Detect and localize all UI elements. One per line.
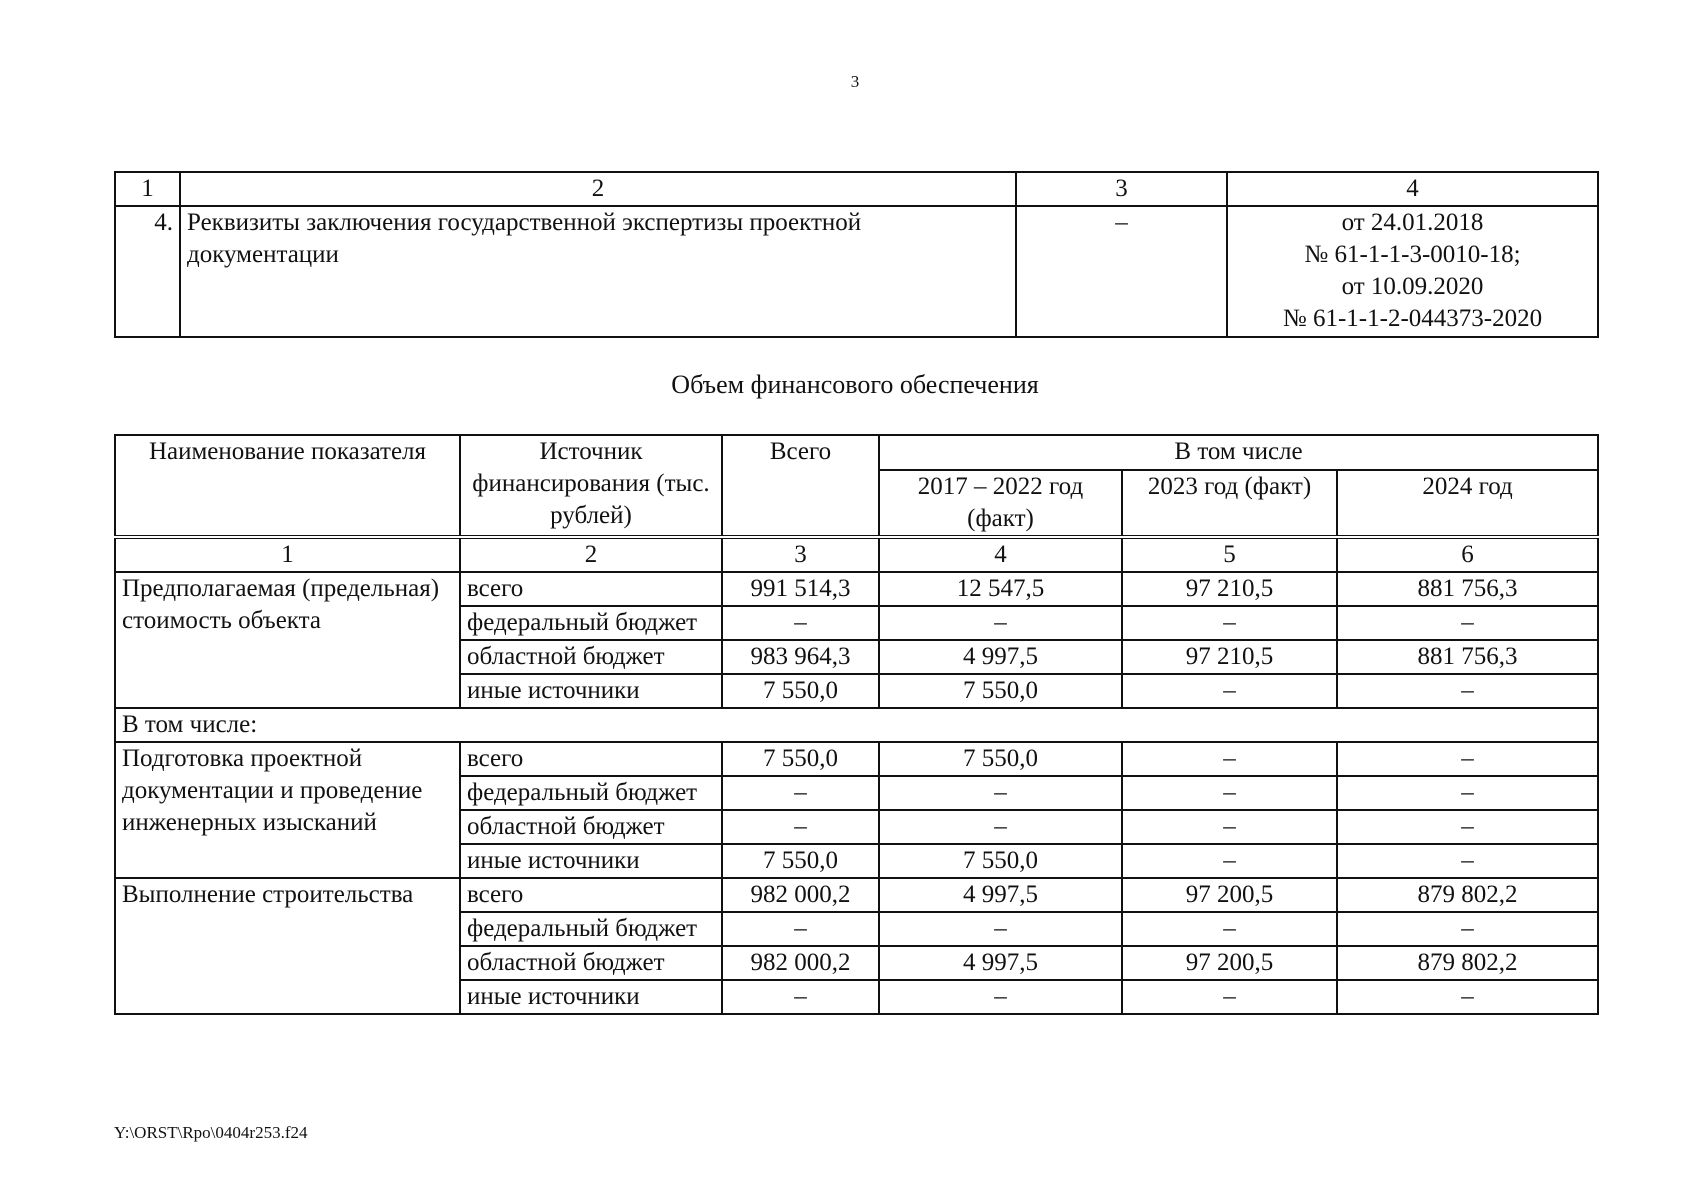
total-cell: –	[722, 776, 879, 810]
total-cell: 982 000,2	[722, 946, 879, 980]
header-total: Всего	[722, 435, 879, 537]
total-cell: 7 550,0	[722, 674, 879, 708]
row-number: 4.	[115, 206, 180, 337]
year-cell: –	[1337, 844, 1598, 878]
table-row	[115, 878, 1598, 912]
col-number: 6	[1337, 537, 1598, 572]
year-cell: –	[1337, 742, 1598, 776]
year-cell: 7 550,0	[879, 674, 1122, 708]
detail-line: № 61-1-1-3-0010-18;	[1304, 241, 1521, 268]
header-including: В том числе	[879, 435, 1598, 470]
detail-line: от 10.09.2020	[1341, 273, 1484, 300]
year-cell: 7 550,0	[879, 742, 1122, 776]
indicator-name: Предполагаемая (предельная) стоимость объекта	[115, 572, 460, 708]
year-cell: –	[1122, 980, 1337, 1014]
page-number: 3	[850, 72, 860, 91]
col-number: 3	[1016, 172, 1227, 206]
year-cell: –	[1122, 674, 1337, 708]
row-name: Реквизиты заключения государственной экспертизы проектной документации	[180, 206, 1016, 337]
year-cell: 4 997,5	[879, 878, 1122, 912]
year-cell: –	[879, 980, 1122, 1014]
col-number: 2	[460, 537, 722, 572]
year-cell: –	[1122, 844, 1337, 878]
year-cell: –	[1337, 674, 1598, 708]
indicator-name: Подготовка проектной документации и проведение инженерных изысканий	[115, 742, 460, 878]
row-value: –	[1016, 206, 1227, 337]
col-number: 1	[115, 537, 460, 572]
year-cell: –	[1122, 742, 1337, 776]
year-cell: 881 756,3	[1337, 640, 1598, 674]
header-name: Наименование показателя	[115, 435, 460, 537]
total-cell: –	[722, 912, 879, 946]
year-cell: 97 210,5	[1122, 640, 1337, 674]
year-cell: –	[1337, 776, 1598, 810]
source-cell: федеральный бюджет	[460, 606, 722, 640]
header-year: 2017 – 2022 год (факт)	[879, 470, 1122, 537]
source-cell: иные источники	[460, 674, 722, 708]
year-cell: –	[879, 810, 1122, 844]
year-cell: 97 200,5	[1122, 878, 1337, 912]
year-cell: –	[1122, 810, 1337, 844]
source-cell: иные источники	[460, 980, 722, 1014]
source-cell: областной бюджет	[460, 810, 722, 844]
year-cell: –	[1122, 606, 1337, 640]
year-cell: 879 802,2	[1337, 946, 1598, 980]
total-cell: –	[722, 980, 879, 1014]
row-details	[1227, 206, 1598, 337]
year-cell: –	[1122, 912, 1337, 946]
year-cell: 97 200,5	[1122, 946, 1337, 980]
total-cell: 982 000,2	[722, 878, 879, 912]
year-cell: 4 997,5	[879, 640, 1122, 674]
indicator-name: Выполнение строительства	[115, 878, 460, 1014]
year-cell: 879 802,2	[1337, 878, 1598, 912]
header-year: 2024 год	[1337, 470, 1598, 537]
total-cell: 7 550,0	[722, 742, 879, 776]
total-cell: 7 550,0	[722, 844, 879, 878]
year-cell: –	[1337, 980, 1598, 1014]
header-source: Источник финансирования (тыс. рублей)	[460, 435, 722, 537]
source-cell: всего	[460, 878, 722, 912]
year-cell: –	[879, 912, 1122, 946]
col-number: 1	[115, 172, 180, 206]
source-cell: областной бюджет	[460, 946, 722, 980]
table-row	[115, 742, 1598, 776]
year-cell: –	[879, 606, 1122, 640]
detail-line: № 61-1-1-2-044373-2020	[1282, 305, 1543, 332]
table-header-row	[115, 435, 1598, 470]
financing-table	[114, 434, 1599, 1015]
total-cell: 983 964,3	[722, 640, 879, 674]
table-row	[115, 206, 1598, 337]
header-year: 2023 год (факт)	[1122, 470, 1337, 537]
col-number: 5	[1122, 537, 1337, 572]
col-number: 3	[722, 537, 879, 572]
year-cell: 7 550,0	[879, 844, 1122, 878]
expertise-table	[114, 171, 1599, 338]
year-cell: 4 997,5	[879, 946, 1122, 980]
section-title: Объем финансового обеспечения	[671, 370, 1039, 399]
source-cell: федеральный бюджет	[460, 912, 722, 946]
table-header-row	[115, 172, 1598, 206]
source-cell: всего	[460, 572, 722, 606]
total-cell: –	[722, 606, 879, 640]
col-number: 4	[879, 537, 1122, 572]
source-cell: всего	[460, 742, 722, 776]
year-cell: 881 756,3	[1337, 572, 1598, 606]
table-row	[115, 572, 1598, 606]
year-cell: 12 547,5	[879, 572, 1122, 606]
source-cell: федеральный бюджет	[460, 776, 722, 810]
detail-line: от 24.01.2018	[1341, 209, 1484, 236]
column-numbers-row	[115, 537, 1598, 572]
total-cell: 991 514,3	[722, 572, 879, 606]
year-cell: –	[879, 776, 1122, 810]
year-cell: 97 210,5	[1122, 572, 1337, 606]
source-cell: областной бюджет	[460, 640, 722, 674]
including-label: В том числе:	[115, 708, 1598, 742]
file-path-footer: Y:\ORST\Rpo\0404r253.f24	[114, 1123, 308, 1142]
source-cell: иные источники	[460, 844, 722, 878]
year-cell: –	[1122, 776, 1337, 810]
subheader-row	[115, 708, 1598, 742]
year-cell: –	[1337, 810, 1598, 844]
col-number: 4	[1227, 172, 1598, 206]
col-number: 2	[180, 172, 1016, 206]
year-cell: –	[1337, 606, 1598, 640]
total-cell: –	[722, 810, 879, 844]
year-cell: –	[1337, 912, 1598, 946]
